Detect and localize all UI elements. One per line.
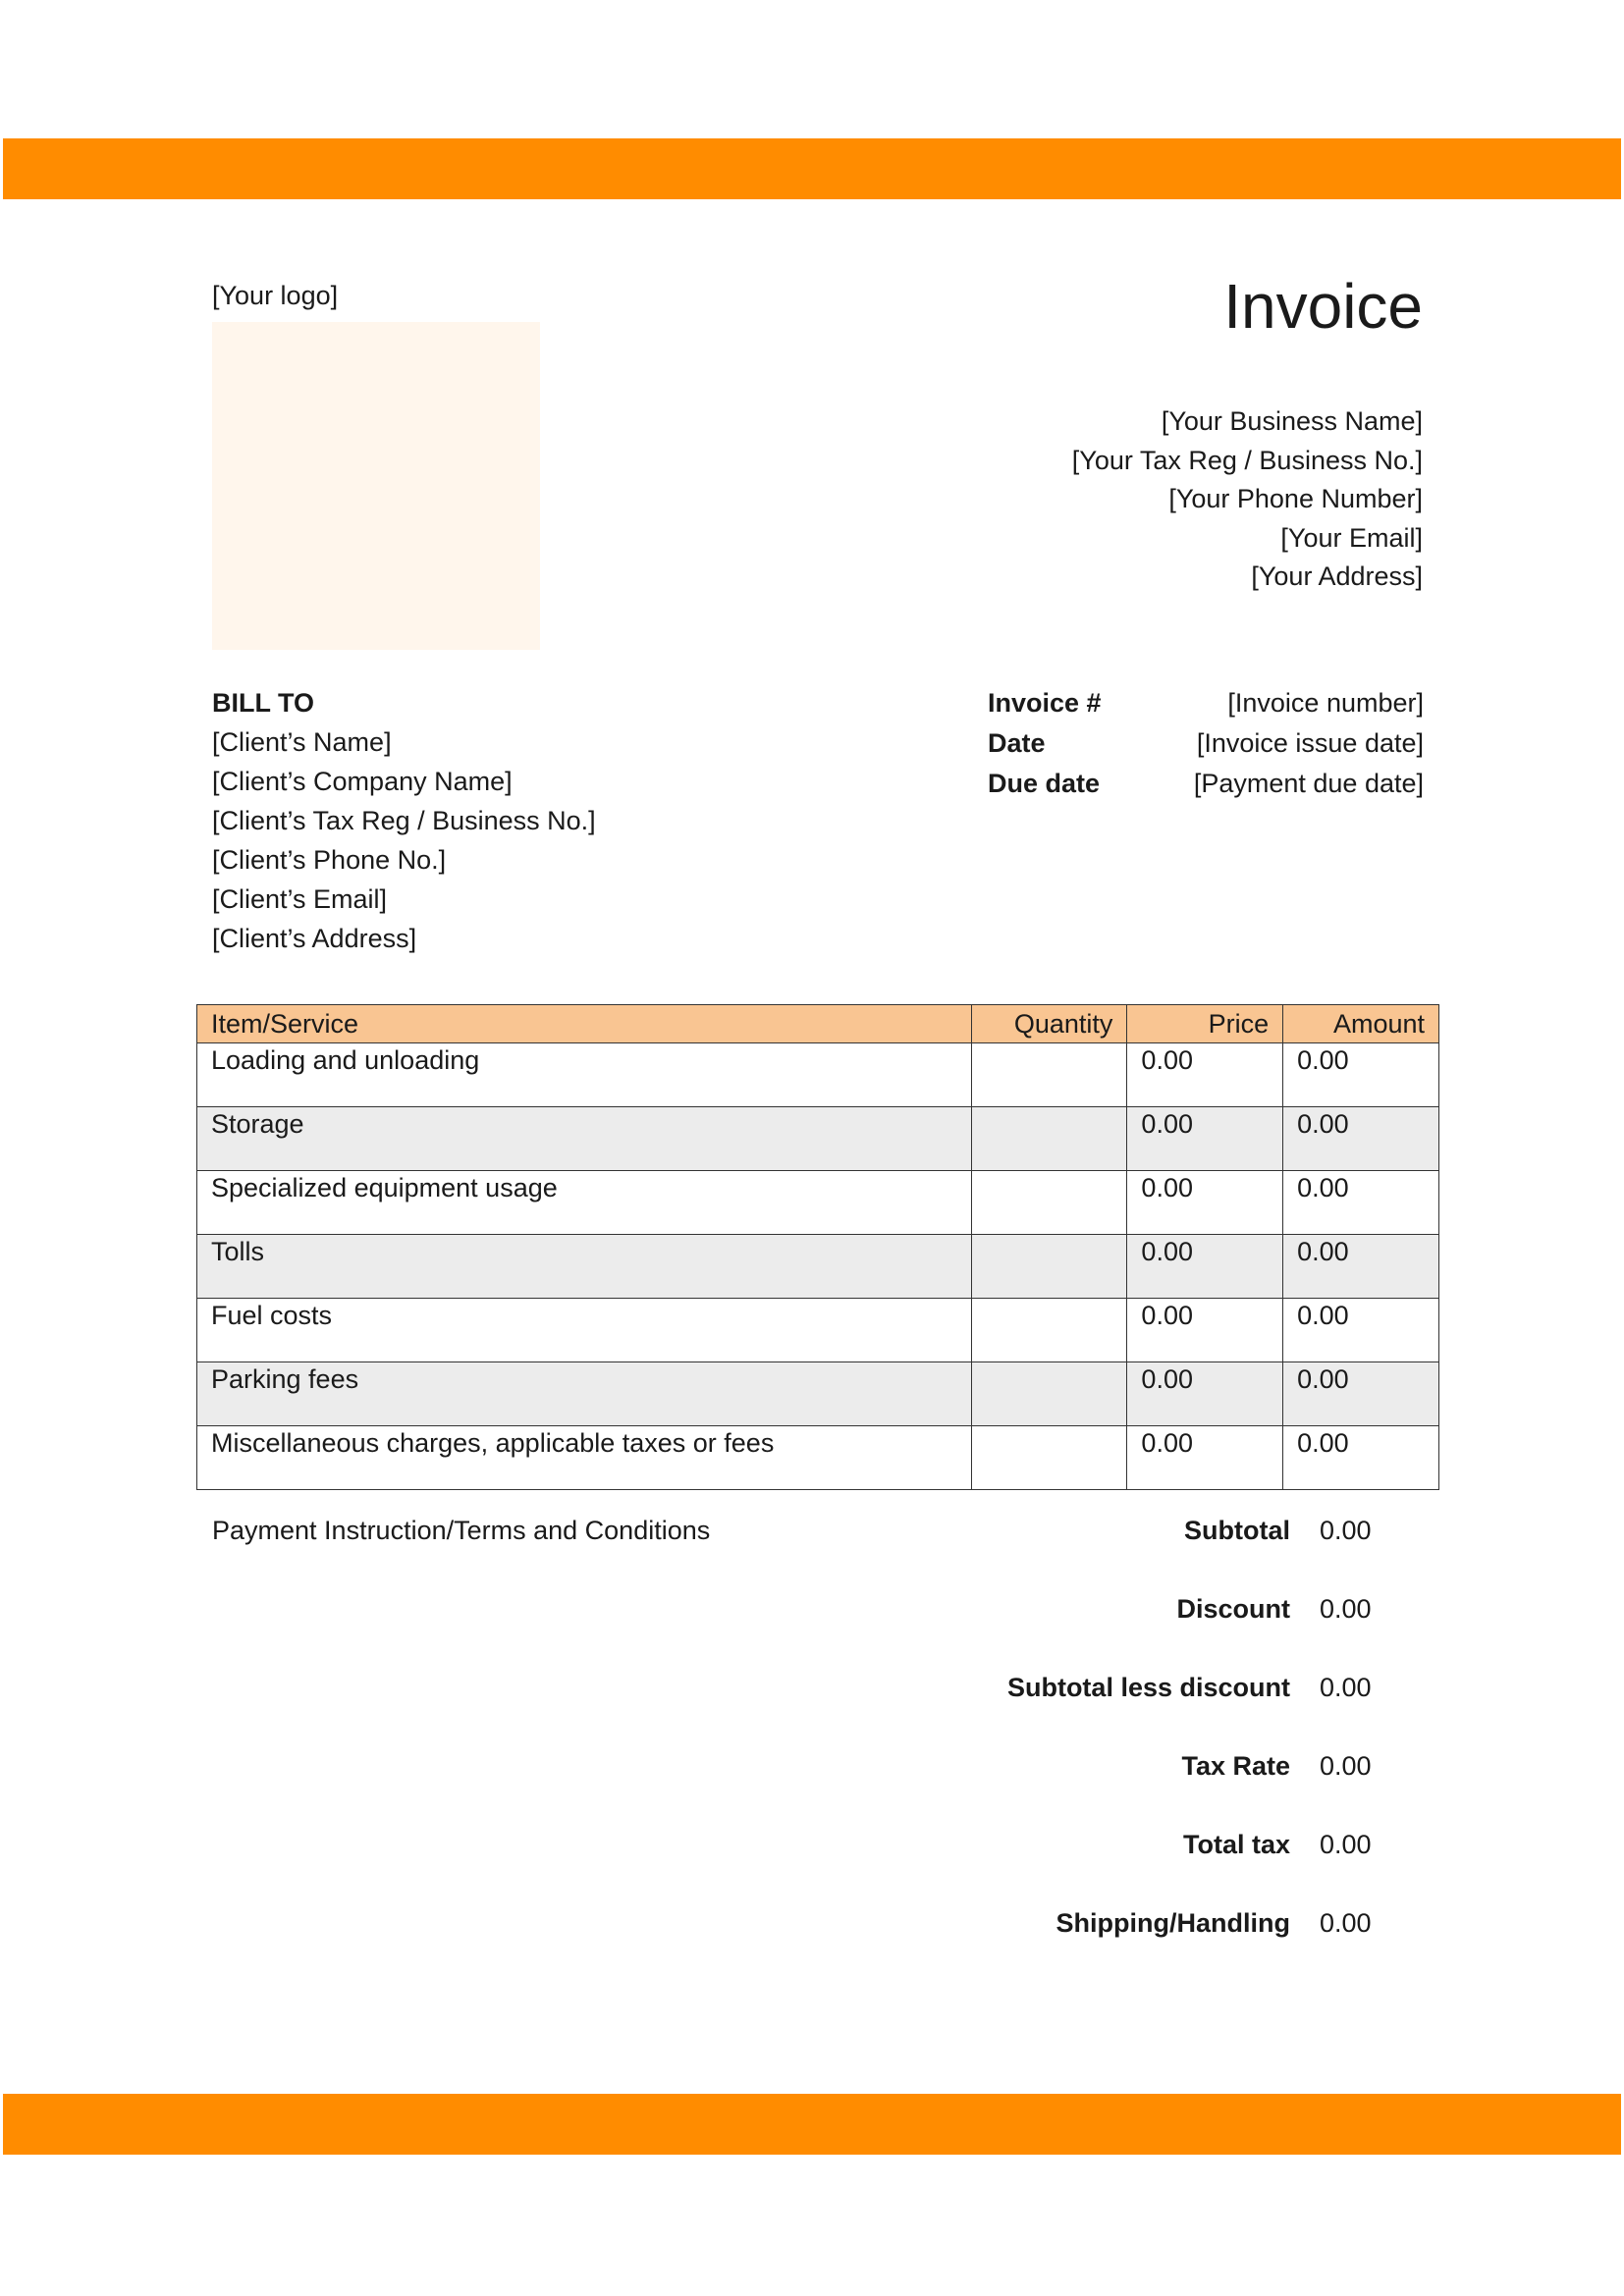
- subtotal-less-discount-row: [976, 1673, 1418, 1751]
- invoice-date-label: Date: [988, 728, 1046, 758]
- client-company-name: [Client’s Company Name]: [212, 767, 513, 796]
- subtotal-less-discount-label: Subtotal less discount: [1006, 1673, 1290, 1702]
- total-tax-label: Total tax: [1182, 1830, 1290, 1859]
- quantity-cell[interactable]: [971, 1107, 1127, 1171]
- amount-cell: 0.00: [1283, 1107, 1439, 1171]
- item-cell[interactable]: Parking fees: [197, 1362, 972, 1426]
- price-cell[interactable]: 0.00: [1127, 1235, 1283, 1299]
- price-cell[interactable]: 0.00: [1127, 1299, 1283, 1362]
- table-row: [197, 1362, 1439, 1426]
- subtotal-value: 0.00: [1320, 1516, 1372, 1545]
- items-table: [196, 1004, 1439, 1490]
- item-cell[interactable]: Storage: [197, 1107, 972, 1171]
- shipping-handling-value[interactable]: 0.00: [1320, 1908, 1372, 1938]
- due-date-label: Due date: [988, 769, 1101, 798]
- item-cell[interactable]: Specialized equipment usage: [197, 1171, 972, 1235]
- price-cell[interactable]: 0.00: [1127, 1426, 1283, 1490]
- item-cell[interactable]: Tolls: [197, 1235, 972, 1299]
- price-cell[interactable]: 0.00: [1127, 1362, 1283, 1426]
- bottom-accent-band: [3, 2094, 1621, 2155]
- business-tax-reg: [Your Tax Reg / Business No.]: [1071, 445, 1423, 475]
- bill-to-block: [212, 683, 596, 958]
- table-row: [197, 1107, 1439, 1171]
- subtotal-label: Subtotal: [1184, 1516, 1290, 1545]
- table-row: [197, 1043, 1439, 1107]
- client-phone: [Client’s Phone No.]: [212, 845, 447, 875]
- due-date-row: [988, 764, 1424, 804]
- invoice-date-row: [988, 723, 1424, 764]
- logo-placeholder[interactable]: [212, 322, 540, 650]
- shipping-handling-row: [976, 1908, 1418, 1987]
- client-tax-reg: [Client’s Tax Reg / Business No.]: [212, 806, 596, 835]
- quantity-cell[interactable]: [971, 1426, 1127, 1490]
- invoice-date-value: [Invoice issue date]: [1196, 728, 1424, 758]
- client-name: [Client’s Name]: [212, 727, 392, 757]
- tax-rate-value[interactable]: 0.00: [1320, 1751, 1372, 1781]
- amount-cell: 0.00: [1283, 1171, 1439, 1235]
- price-cell[interactable]: 0.00: [1127, 1107, 1283, 1171]
- amount-cell: 0.00: [1283, 1235, 1439, 1299]
- invoice-number-value: [Invoice number]: [1227, 688, 1424, 718]
- client-address: [Client’s Address]: [212, 924, 417, 953]
- header-quantity: Quantity: [971, 1005, 1127, 1043]
- price-cell[interactable]: 0.00: [1127, 1171, 1283, 1235]
- page-title: Invoice: [1223, 271, 1423, 342]
- subtotal-row: [976, 1516, 1418, 1594]
- logo-label: [Your logo]: [212, 281, 339, 310]
- total-tax-row: [976, 1830, 1418, 1908]
- quantity-cell[interactable]: [971, 1362, 1127, 1426]
- discount-value[interactable]: 0.00: [1320, 1594, 1372, 1624]
- quantity-cell[interactable]: [971, 1299, 1127, 1362]
- header-amount: Amount: [1283, 1005, 1439, 1043]
- tax-rate-row: [976, 1751, 1418, 1830]
- top-accent-band: [3, 138, 1621, 199]
- item-cell[interactable]: Loading and unloading: [197, 1043, 972, 1107]
- total-tax-value: 0.00: [1320, 1830, 1372, 1859]
- header-item-service: Item/Service: [197, 1005, 972, 1043]
- header-price: Price: [1127, 1005, 1283, 1043]
- invoice-number-label: Invoice #: [988, 688, 1102, 718]
- amount-cell: 0.00: [1283, 1299, 1439, 1362]
- totals-block: [976, 1516, 1418, 1987]
- quantity-cell[interactable]: [971, 1171, 1127, 1235]
- table-row: [197, 1426, 1439, 1490]
- invoice-meta: [988, 683, 1424, 804]
- quantity-cell[interactable]: [971, 1043, 1127, 1107]
- business-address: [Your Address]: [1251, 561, 1423, 591]
- quantity-cell[interactable]: [971, 1235, 1127, 1299]
- tax-rate-label: Tax Rate: [1181, 1751, 1290, 1781]
- item-cell[interactable]: Fuel costs: [197, 1299, 972, 1362]
- business-name: [Your Business Name]: [1161, 406, 1423, 436]
- item-cell[interactable]: Miscellaneous charges, applicable taxes or fees: [197, 1426, 972, 1490]
- table-row: [197, 1299, 1439, 1362]
- payment-terms-label: Payment Instruction/Terms and Conditions: [212, 1516, 711, 1545]
- table-row: [197, 1235, 1439, 1299]
- business-email: [Your Email]: [1280, 522, 1423, 553]
- amount-cell: 0.00: [1283, 1043, 1439, 1107]
- subtotal-less-discount-value: 0.00: [1320, 1673, 1372, 1702]
- table-row: [197, 1171, 1439, 1235]
- items-header-row: [197, 1005, 1439, 1043]
- shipping-handling-label: Shipping/Handling: [1056, 1908, 1290, 1938]
- amount-cell: 0.00: [1283, 1362, 1439, 1426]
- discount-row: [976, 1594, 1418, 1673]
- due-date-value: [Payment due date]: [1193, 769, 1424, 798]
- discount-label: Discount: [1176, 1594, 1290, 1624]
- price-cell[interactable]: 0.00: [1127, 1043, 1283, 1107]
- bill-to-heading: BILL TO: [212, 688, 315, 718]
- business-phone: [Your Phone Number]: [1168, 484, 1423, 513]
- invoice-number-row: [988, 683, 1424, 723]
- amount-cell: 0.00: [1283, 1426, 1439, 1490]
- business-info: [1072, 402, 1423, 597]
- client-email: [Client’s Email]: [212, 884, 388, 914]
